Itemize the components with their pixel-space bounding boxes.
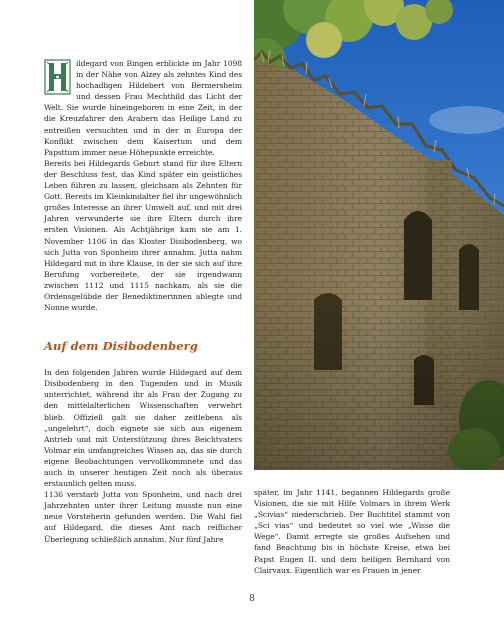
ruin-wall-image [254, 0, 504, 470]
section-paragraph-2: 1136 verstarb Jutta von Sponheim, und nach drei Jahrzehnten unter ihrer Leitung musste nun eine neue Vorsteherin gefunden werden. Die Wahl fiel auf Hildegard, die dieses Amt nach reiflicher Überlegung schließlich annahm. Nur fünf Jahre [44, 490, 242, 544]
ruin-wall-photo [254, 0, 504, 470]
right-paragraph-1: später, im Jahr 1141, begannen Hildegards große Visionen, die sie mit Hilfe Volmars in ihrem Werk „Scivias“ niederschrieb. Der Buchtitel stammt von „Sci vias“ und bedeutet so viel wie „Wisse die Wege“. Damit erregte sie großes Aufsehen und fand Beachtung bis in höchste Kreise, etwa bei Papst Eugen II. und dem heiligen Bernhard von Clairvaux. Eigentlich war es Frauen in jener [254, 488, 450, 575]
section-body [44, 367, 242, 545]
intro-paragraph-1: ildegard von Bingen erblickte im Jahr 1098 in der Nähe von Alzey als zehntes Kind des hochadligen Hildebert von Bermersheim und dessen Frau Mechthild das Licht der Welt. Sie wurde hineingeboren in eine Zeit, in der die Kreuzfahrer den Arabern das Heilige Land zu entreißen versuchten und in der in Europa der Konflikt zwischen dem Kaisertum und dem Papsttum immer neue Höhepunkte erreichte. [44, 59, 242, 157]
intro-text [44, 58, 242, 313]
left-column [44, 58, 242, 545]
section-heading: Auf dem Disibodenberg [44, 339, 198, 354]
intro-paragraph-2: Bereits bei Hildegards Geburt stand für ihre Eltern der Beschluss fest, das Kind später ein geistliches Leben führen zu lassen, gleichsam als Zehnten für Gott. Bereits im Kleinkindalter fiel ihr ungewöhnlich großes Interesse an ihrer Umwelt auf, und mit drei Jahren verwunderte sie ihre Eltern durch ihre ersten Visionen. Als Achtjährige kam sie am 1. November 1106 in das Kloster Disibodenberg, wo sich Jutta von Sponheim ihrer annahm. Jutta nahm Hildegard mit in ihre Klause, in der sie sich auf ihre Berufung vorbereitete, der sie irgendwann zwischen 1112 und 1115 nachkam, als sie die Ordensgelübde der Benediktinerinnen ablegte und Nonne wurde. [44, 158, 242, 313]
section-paragraph-1: In den folgenden Jahren wurde Hildegard auf dem Disibodenberg in den Tugenden und in Musik unterrichtet, während ihr als Frau der Zugang zu den mittelalterlichen Wissenschaften verwehrt blieb. Offiziell galt sie daher zeitlebens als „ungelehrt“, doch eignete sie sich aus eigenem Antrieb und mit Unterstützung ihres Beichtvaters Volmar ein umfangreiches Wissen an, das sie durch eigene Beobachtungen vervollkommnete und das auch in unserer heutigen Zeit noch als überaus erstaunlich gelten muss. [44, 368, 242, 489]
page-number: 8 [249, 594, 255, 604]
right-column [254, 487, 450, 576]
ornamental-h-initial-icon [44, 59, 71, 95]
